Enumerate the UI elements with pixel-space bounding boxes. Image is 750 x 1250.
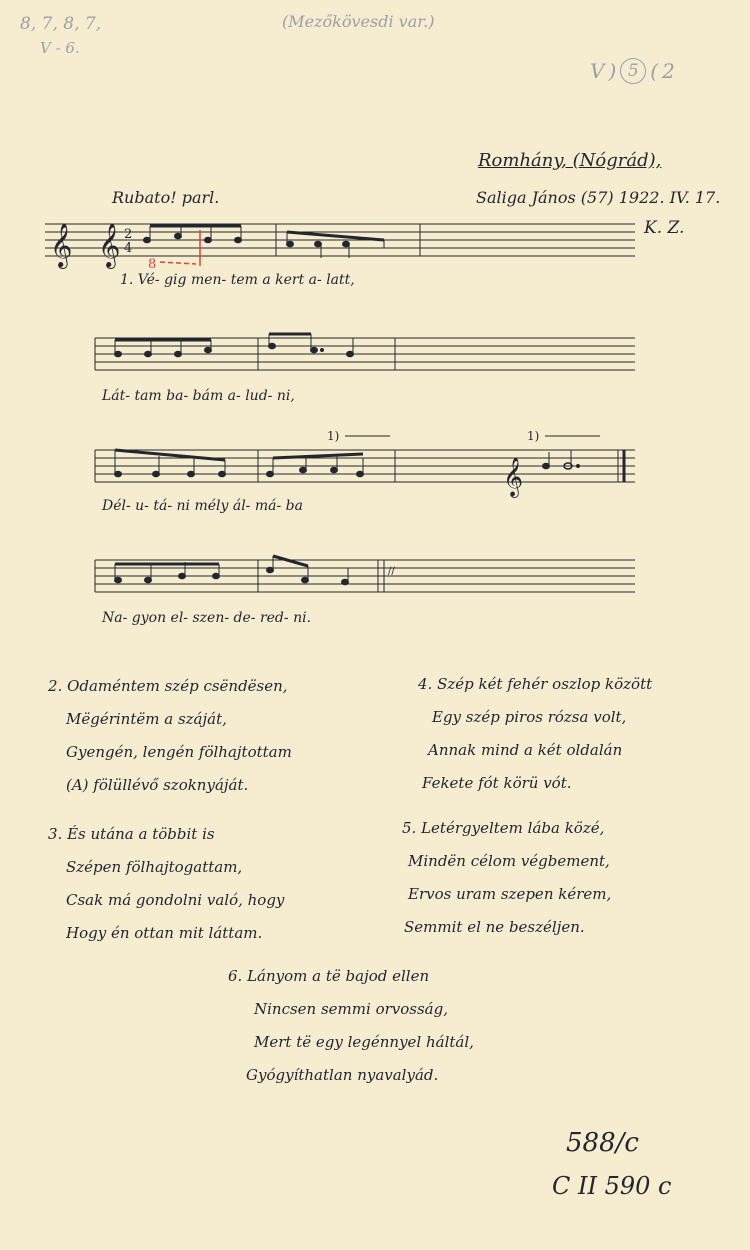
stanza-line: Mindën célom végbement, (408, 852, 610, 870)
catalog-suffix: 2 (662, 59, 675, 83)
lyric-line-2: Lát- tam ba- bám a- lud- ni, (102, 388, 295, 404)
lyric-line-4: Na- gyon el- szen- de- red- ni. (102, 610, 312, 626)
tempo-marking: Rubato! parl. (112, 188, 220, 207)
stanza-line: Nincsen semmi orvosság, (254, 1000, 448, 1018)
repeat-mark-icon: // (388, 566, 395, 577)
stanza-5 (402, 812, 611, 944)
stanza-4 (418, 668, 652, 800)
stanza-line: Semmit el ne beszéljen. (404, 918, 585, 936)
stanza-line: Gyengén, lengén fölhajtottam (66, 743, 292, 761)
stanza-line: Letérgyeltem lába közé, (421, 819, 605, 837)
staff-system-1 (45, 223, 635, 272)
time-signature-bottom: 4 (124, 241, 133, 256)
collection-place: Romhány, (Nógrád), (478, 150, 662, 171)
catalog-mark: V ) 5 ( 2 (590, 59, 675, 83)
archive-number: 588/c (566, 1128, 639, 1158)
measure-2-notes (287, 232, 385, 258)
staff-system-4 (95, 556, 635, 592)
collector-initials: K. Z. (644, 218, 685, 238)
stanza-line: És utána a többit is (67, 825, 215, 843)
stanza-line: Odaméntem szép csëndësen, (67, 677, 288, 695)
stanza-line: Csak má gondolni való, hogy (66, 891, 285, 909)
stanza-3 (48, 818, 284, 950)
pencil-archive-number: C II 590 c (552, 1172, 672, 1200)
measure-7-notes (115, 562, 220, 583)
stanza-line: Ervos uram szepen kérem, (408, 885, 612, 903)
time-signature-top: 2 (124, 227, 133, 242)
stanza-2 (48, 670, 292, 802)
measure-4-notes (269, 334, 354, 357)
stanza-line: Egy szép piros rózsa volt, (432, 708, 627, 726)
stanza-6 (228, 960, 474, 1092)
stanza-line: Lányom a të bajod ellen (247, 967, 430, 985)
staff-system-2 (95, 334, 635, 370)
stanza-line: (A) fölüllévő szoknyáját. (66, 776, 249, 794)
stanza-number: 4. (418, 675, 433, 693)
stanza-line: Mert të egy legénnyel háltál, (254, 1033, 474, 1051)
staff-system-3 (95, 429, 635, 498)
measure-6-notes (267, 454, 364, 477)
stanza-line: Fekete fót körü vót. (422, 774, 572, 792)
singer-and-date: Saliga János (57) 1922. IV. 17. (476, 188, 721, 207)
stanza-number: 6. (228, 967, 243, 985)
stanza-line: Mëgérintëm a száját, (66, 710, 227, 728)
treble-clef-icon: 𝄞 (50, 223, 73, 267)
stanza-number: 2. (48, 677, 63, 695)
stanza-line: Szép két fehér oszlop között (437, 675, 653, 693)
fermata-note-mark: 1) (327, 429, 340, 443)
ottava-mark: 8 (148, 257, 157, 272)
fermata-note-mark: 1) (527, 429, 540, 443)
stanza-line: Gyógyíthatlan nyavalyád. (246, 1066, 439, 1084)
lyric-line-1: 1. Vé- gig men- tem a kert a- latt, (120, 272, 355, 288)
treble-clef-icon: 𝄞 (503, 457, 524, 497)
stanza-number: 3. (48, 825, 63, 843)
stanza-line: Szépen fölhajtogattam, (66, 858, 243, 876)
lyric-line-3: Dél- u- tá- ni mély ál- má- ba (102, 498, 303, 514)
stanza-number: 5. (402, 819, 417, 837)
treble-clef-icon: 𝄞 (98, 223, 121, 267)
measure-5-notes (115, 450, 226, 477)
catalog-code: V (590, 59, 605, 83)
pencil-syllable-count: 8, 7, 8, 7, (20, 14, 102, 34)
pencil-class-note: V - 6. (40, 39, 80, 57)
stanza-line: Hogy én ottan mit láttam. (66, 924, 263, 942)
variant-note: (Mezőkövesdi var.) (282, 12, 435, 31)
catalog-circled-number: 5 (620, 58, 646, 84)
stanza-line: Annak mind a két oldalán (428, 741, 623, 759)
